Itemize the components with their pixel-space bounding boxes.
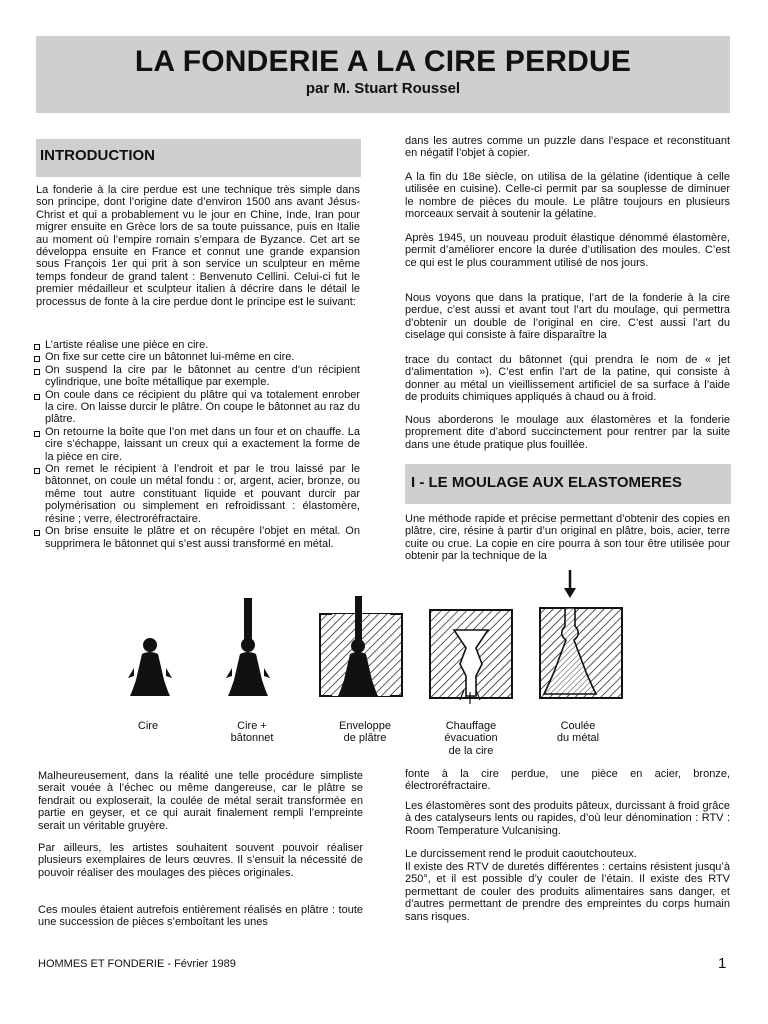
metal-casting-figure bbox=[540, 570, 622, 698]
right-paragraph-6: Nous aborderons le moulage aux élastomères et la fonderie proprement dite d’abord succinctement pour rentrer par la suite dans une étude pratique plus fouillée. bbox=[405, 414, 730, 451]
page-title: LA FONDERIE A LA CIRE PERDUE bbox=[134, 45, 632, 78]
title-banner bbox=[36, 36, 730, 113]
list-item: On remet le récipient à l’endroit et par le trou laissé par le bâtonnet, on coule un métal fondu : or, argent, acier, bronze, ou même tout autre constituant liquide et pouvant durcir par polymérisation ou simplement en refroidissant : élastomère, résine ; verre, électroréfractaire. bbox=[34, 463, 360, 525]
bottom-left-paragraph-2: Par ailleurs, les artistes souhaitent souvent pouvoir réaliser plusieurs exemplaires de leurs œuvres. Il s’ensuit la nécessité de pouvoir réaliser des moulages des pièces originales. bbox=[38, 842, 363, 879]
right-paragraph-1: dans les autres comme un puzzle dans l’espace et reconstituant en négatif l’objet à copier. bbox=[405, 135, 730, 160]
bottom-right-paragraph-2: Les élastomères sont des produits pâteux, durcissant à froid grâce à des catalyseurs lents ou rapides, d’où leur dénomination : RTV : Room Temperature Vulcanising. bbox=[405, 800, 730, 837]
bullet-square-icon bbox=[34, 530, 40, 536]
caption-heating: Chauffage évacuation de la cire bbox=[444, 720, 498, 757]
list-item: L’artiste réalise une pièce en cire. bbox=[34, 339, 360, 351]
bullet-square-icon bbox=[34, 431, 40, 437]
right-paragraph-2: A la fin du 18e siècle, on utilisa de la gélatine (identique à celle utilisée en cuisine). Celle-ci permit par sa souplesse de diminuer le nombre de pièces du moule. Le plâtre toujours en plusieurs morceaux servait à soutenir la gélatine. bbox=[405, 171, 730, 221]
section-elastomers-paragraph: Une méthode rapide et précise permettant d’obtenir des copies en plâtre, cire, résine à partir d’un original en plâtre, bois, acier, terre cuite ou crue. La copie en cire pourra à son tour être utilisée pour obtenir par la technique de la bbox=[405, 513, 730, 563]
bottom-right-paragraph-4: Il existe des RTV de duretés différentes : certains résistent jusqu’à 250°, et il est possible d’y couler de l’étain. Il existe des RTV permettant de couler des produits alimentaires sans danger, et d’autres permettant de prendre des empreintes du corps humain sans risques. bbox=[405, 861, 730, 923]
bottom-left-paragraph-3: Ces moules étaient autrefois entièrement réalisés en plâtre : toute une succession de pièces s’emboîtant les unes bbox=[38, 904, 363, 929]
process-steps-list bbox=[34, 339, 360, 550]
list-item: On fixe sur cette cire un bâtonnet lui-même en cire. bbox=[34, 351, 360, 363]
caption-plaster-envelope: Enveloppe de plâtre bbox=[339, 720, 391, 745]
bottom-right-paragraph-1: fonte à la cire perdue, une pièce en acier, bronze, électroréfractaire. bbox=[405, 768, 730, 793]
caption-wax: Cire bbox=[137, 720, 159, 732]
wax-figure bbox=[128, 638, 172, 696]
bullet-square-icon bbox=[34, 356, 40, 362]
intro-paragraph: La fonderie à la cire perdue est une technique très simple dans son principe, dont l’origine date d’environ 1500 ans avant Jésus-Christ et qui a probablement vu le jour en Chine, Inde, Iran pour migrer ensuite en Grèce lors de sa toute puissance, puis en Italie au moment où l’empire romain s’empara de Byzance. Cet art se développa ensuite en France et connut une grande expansion sous François 1er qui prit à son service un sculpteur en même temps fondeur de grand talent : Benvenuto Cellini. Celui-ci fut le premier médailleur et sculpteur italien à décrire dans le détail le processus de fonte à la cire perdue dont le principe est le suivant: bbox=[36, 184, 360, 308]
right-paragraph-3: Après 1945, un nouveau produit élastique dénommé élastomère, permit d’améliorer encore la durée d’utilisation des moules. C’est ce qui est le plus couramment utilisé de nos jours. bbox=[405, 232, 730, 269]
bottom-right-paragraph-3: Le durcissement rend le produit caoutchouteux. bbox=[405, 848, 637, 860]
bullet-square-icon bbox=[34, 369, 40, 375]
bullet-square-icon bbox=[34, 344, 40, 350]
plaster-envelope-figure bbox=[320, 596, 402, 696]
page-number: 1 bbox=[718, 955, 727, 972]
caption-metal-casting: Coulée du métal bbox=[556, 720, 600, 745]
caption-wax-rod: Cire + bâtonnet bbox=[230, 720, 274, 745]
section-elastomers-heading: I - LE MOULAGE AUX ELASTOMERES bbox=[405, 464, 731, 504]
bottom-left-paragraph-1: Malheureusement, dans la réalité une telle procédure simpliste serait vouée à l’échec ou même dangereuse, car le plâtre se fendrait ou exploserait, la coulée de métal serait transformée en partie en geyser, et ce qui aurait finalement rempli l’empreinte serait un véritable gruyère. bbox=[38, 770, 363, 832]
lost-wax-process-diagram bbox=[110, 568, 630, 708]
footer-publication: HOMMES ET FONDERIE - Février 1989 bbox=[38, 958, 236, 970]
bullet-square-icon bbox=[34, 468, 40, 474]
heating-mould-figure bbox=[430, 610, 512, 704]
bullet-square-icon bbox=[34, 394, 40, 400]
right-paragraph-4: Nous voyons que dans la pratique, l’art de la fonderie à la cire perdue, c’est aussi et avant tout l’art du moulage, qui permettra d’obtenir un double de l’original en cire. C’est aussi l’art du ciselage qui consiste à faire disparaître la bbox=[405, 292, 730, 342]
right-paragraph-5: trace du contact du bâtonnet (qui prendra le nom de « jet d’alimentation »). C’est enfin l’art de la patine, qui consiste à donner au métal un vieillissement artificiel de sa surface à l’aide de produits chimiques appliqués à chaud ou à froid. bbox=[405, 354, 730, 404]
list-item: On suspend la cire par le bâtonnet au centre d’un récipient cylindrique, une boîte métallique par exemple. bbox=[34, 364, 360, 389]
list-item: On brise ensuite le plâtre et on récupère l’objet en métal. On supprimera le bâtonnet qui s’est aussi transformé en métal. bbox=[34, 525, 360, 550]
intro-heading: INTRODUCTION bbox=[36, 139, 361, 177]
list-item: On coule dans ce récipient du plâtre qui va totalement enrober la cire. On laisse durcir le plâtre. On coupe le bâtonnet au raz du plâtre. bbox=[34, 389, 360, 426]
author-line: par M. Stuart Roussel bbox=[305, 80, 461, 97]
wax-with-rod-figure bbox=[226, 598, 270, 696]
list-item: On retourne la boîte que l’on met dans un four et on chauffe. La cire s’échappe, laissant un creux qui a exactement la forme de la pièce en cire. bbox=[34, 426, 360, 463]
